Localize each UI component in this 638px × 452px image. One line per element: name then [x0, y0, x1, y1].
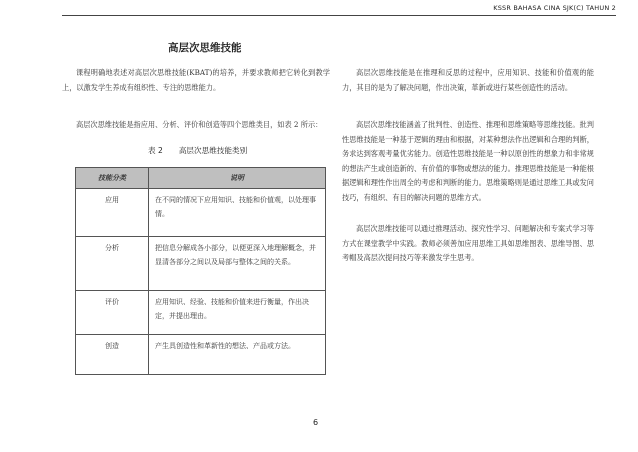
- left-paragraph-1: 课程明确地表述对高层次思维技能(KBAT)的培养，并要求教师把它转化到教学上，以激发学生养成有组织性、专注的思维能力。: [62, 68, 330, 92]
- right-paragraph-3: 高层次思维技能可以通过推理活动、探究性学习、问题解决和专案式学习等方式在课堂教学中实践。教师必须善加应用思维工具如思维图表、思维导图、思考帽及高层次提问技巧等来激发学生思考。: [342, 224, 594, 262]
- table-cell-description: 产生具创造性和革新性的想法、产品或方法。: [149, 335, 326, 375]
- right-paragraph-2: 高层次思维技能涵盖了批判性、创造性、推理和思维策略等思维技能。批判性思维技能是一种基于逻辑的理由和根据，对某种想法作出逻辑和合理的判断，务求达到客观考量优劣能力。创造性思维技能是一种以原创性的想象力和非常规的想法产生或创造新的、有价值的事物或想法的能力。推理思维技能是一种能根据逻辑和理性作出周全的考虑和判断的能力。思维策略则是通过思维工具或发问技巧，有组织、有目的解决问题的思维方式。: [342, 120, 594, 202]
- table-header-category: 技能分类: [76, 168, 149, 189]
- table-row: [76, 237, 326, 291]
- table-caption: [148, 145, 263, 156]
- kbat-categories-table: [75, 167, 326, 375]
- table-row: [76, 291, 326, 335]
- table-cell-description: 在不同的情况下应用知识、技能和价值观，以处理事情。: [149, 189, 326, 237]
- section-title: 高层次思维技能: [168, 42, 242, 54]
- right-paragraph-1: 高层次思维技能是在推理和反思的过程中，应用知识、技能和价值观的能力，其目的是为了解决问题，作出决策，革新或进行某些创造性的活动。: [342, 68, 594, 92]
- table-cell-category: 创造: [76, 335, 149, 375]
- table-header-description: 说明: [149, 168, 326, 189]
- table-cell-category: 评价: [76, 291, 149, 335]
- table-cell-category: 分析: [76, 237, 149, 291]
- table-cell-description: 把信息分解成各小部分，以便更深入地理解概念，并显清各部分之间以及局部与整体之间的关系。: [149, 237, 326, 291]
- running-header: KSSR BAHASA CINA SJK(C) TAHUN 2: [493, 4, 616, 12]
- table-caption-title: 高层次思维技能类别: [178, 146, 248, 155]
- table-cell-category: 应用: [76, 189, 149, 237]
- table-caption-number: 表 2: [148, 146, 163, 155]
- table-header-row: [76, 168, 326, 189]
- table-row: [76, 335, 326, 375]
- table-cell-description: 应用知识、经验、技能和价值来进行衡量，作出决定，并提出理由。: [149, 291, 326, 335]
- left-paragraph-2: 高层次思维技能是指应用、分析、评价和创造等四个思维类目，如表 2 所示：: [76, 120, 323, 129]
- page-number: 6: [313, 418, 319, 427]
- table-row: [76, 189, 326, 237]
- header-divider: [62, 15, 616, 16]
